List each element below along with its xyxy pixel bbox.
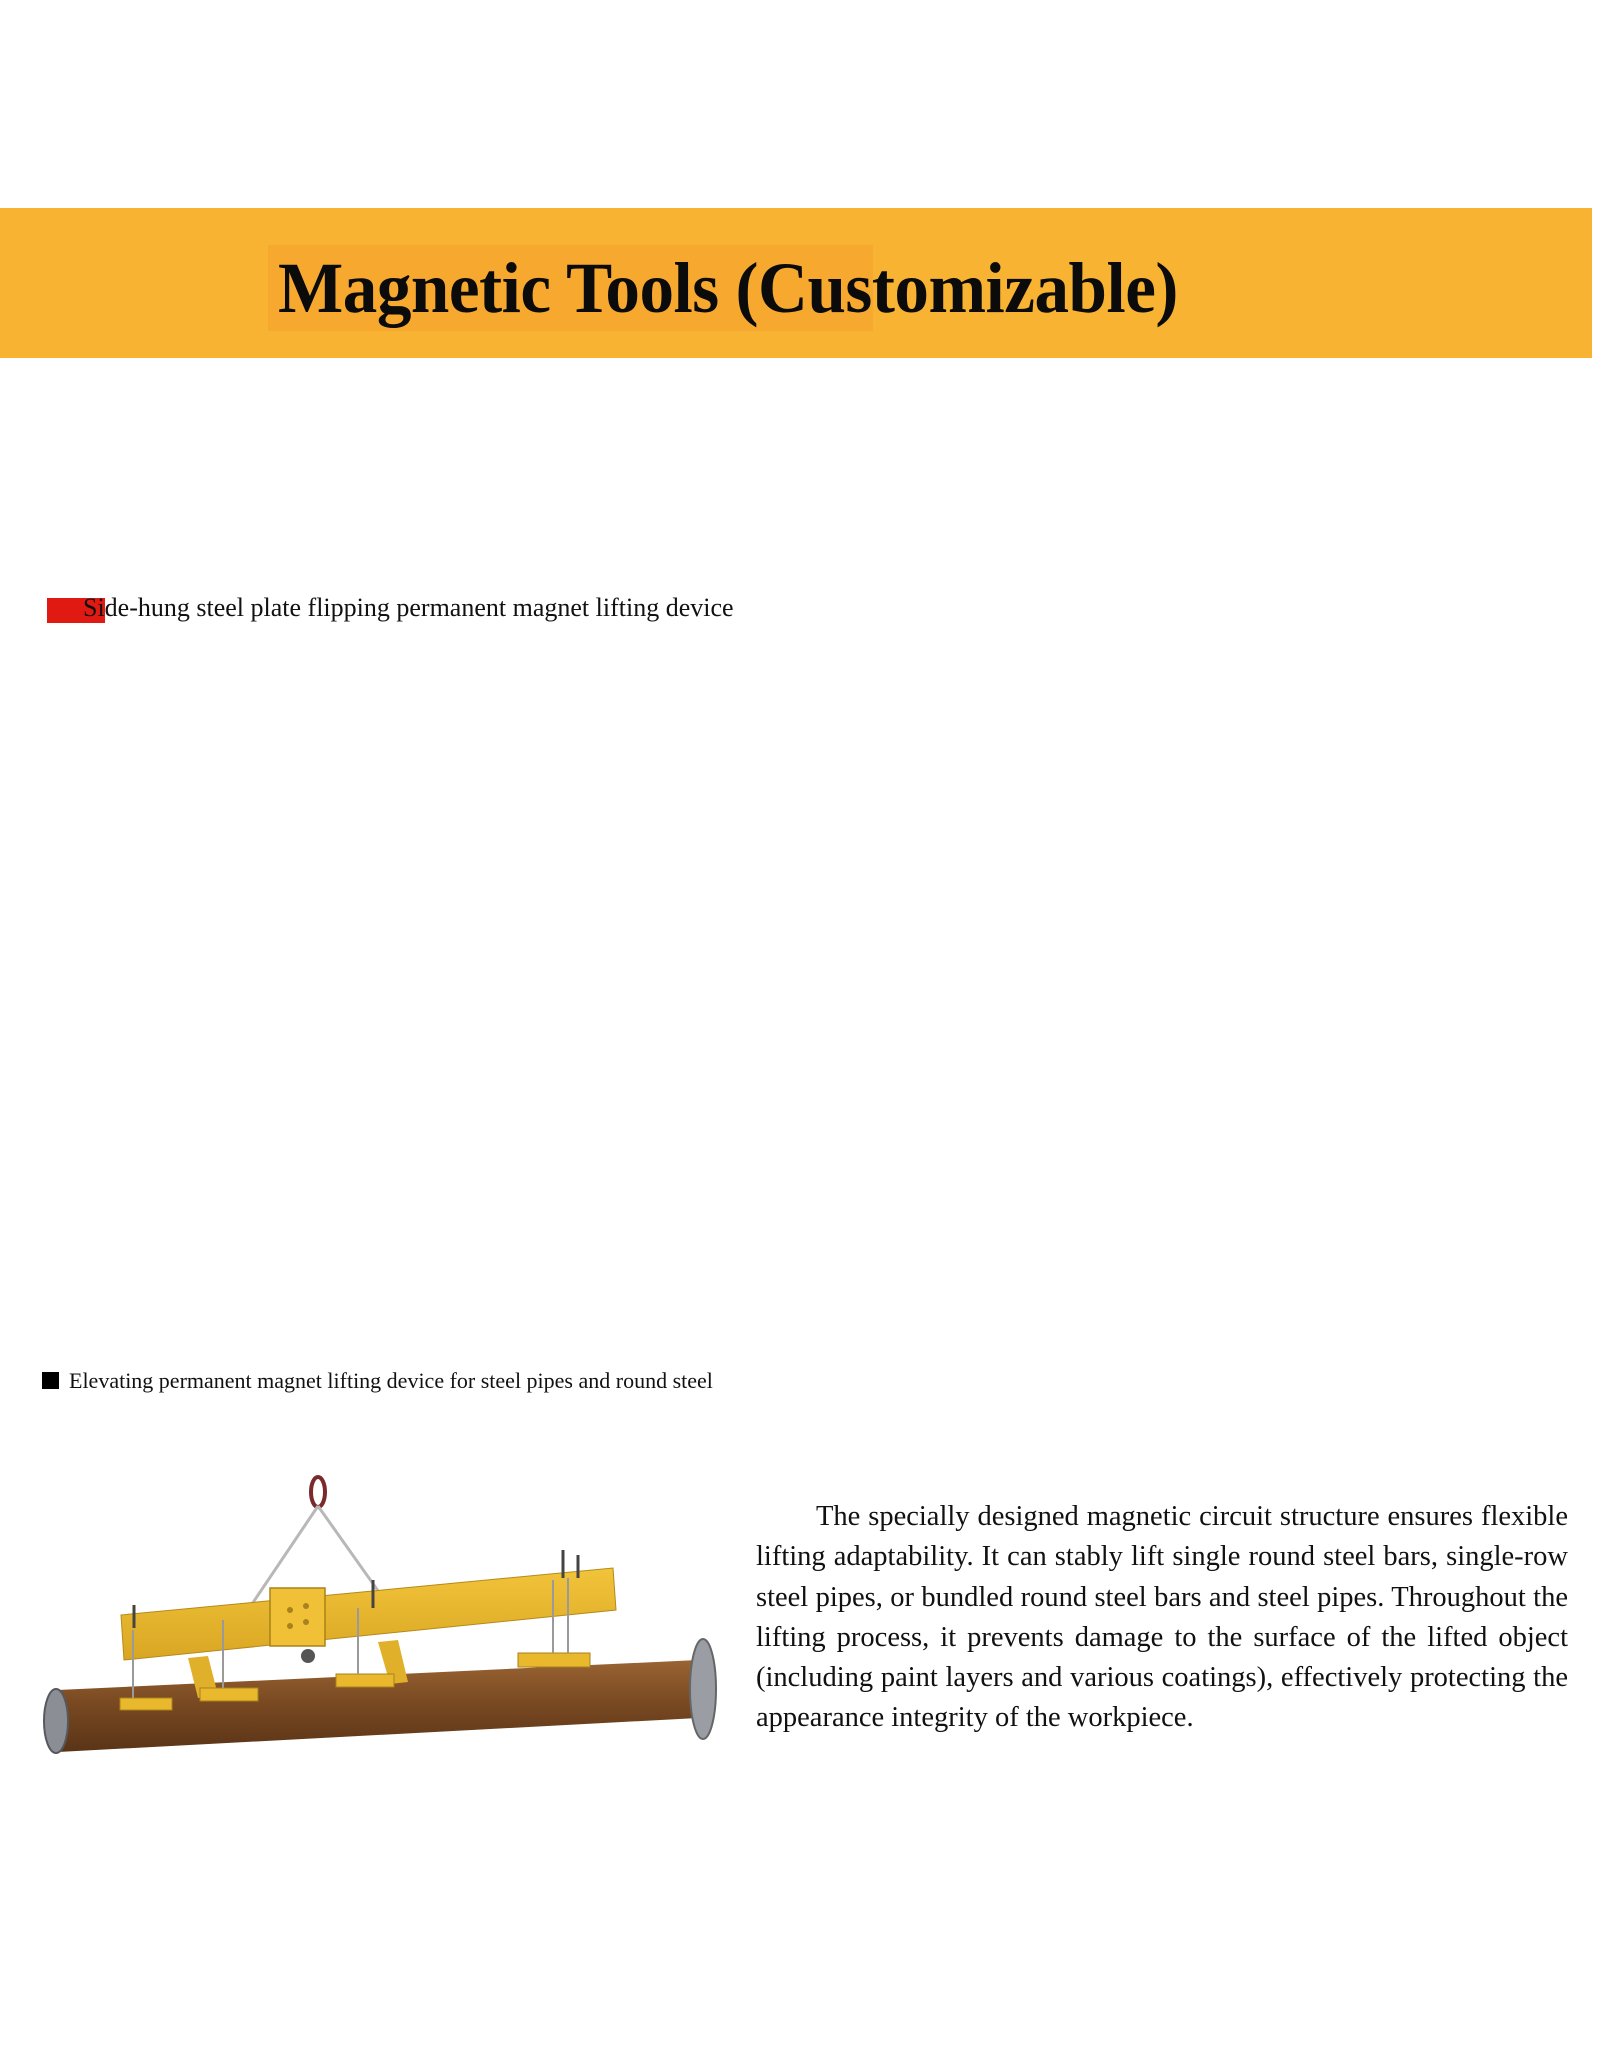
title-banner <box>0 208 1592 358</box>
section-title: Side-hung steel plate flipping permanent magnet lifting device <box>83 593 734 622</box>
section-title: Elevating permanent magnet lifting device for steel pipes and round steel <box>69 1368 713 1393</box>
section-side-hung <box>47 593 741 623</box>
page-title: Magnetic Tools (Customizable) <box>278 248 1178 328</box>
lifting-device-photo <box>38 1470 728 1780</box>
square-bullet-icon <box>42 1372 59 1389</box>
product-description: The specially designed magnetic circuit structure ensures flexible lifting adaptability. It can stably lift single round steel bars, single-row steel pipes, or bundled round steel bars and steel pipes. Throughout the lifting process, it prevents damage to the surface of the lifted object (including paint layers and various coatings), effectively protecting the appearance integrity of the workpiece. <box>756 1501 1568 1734</box>
section-elevating <box>42 1368 713 1394</box>
